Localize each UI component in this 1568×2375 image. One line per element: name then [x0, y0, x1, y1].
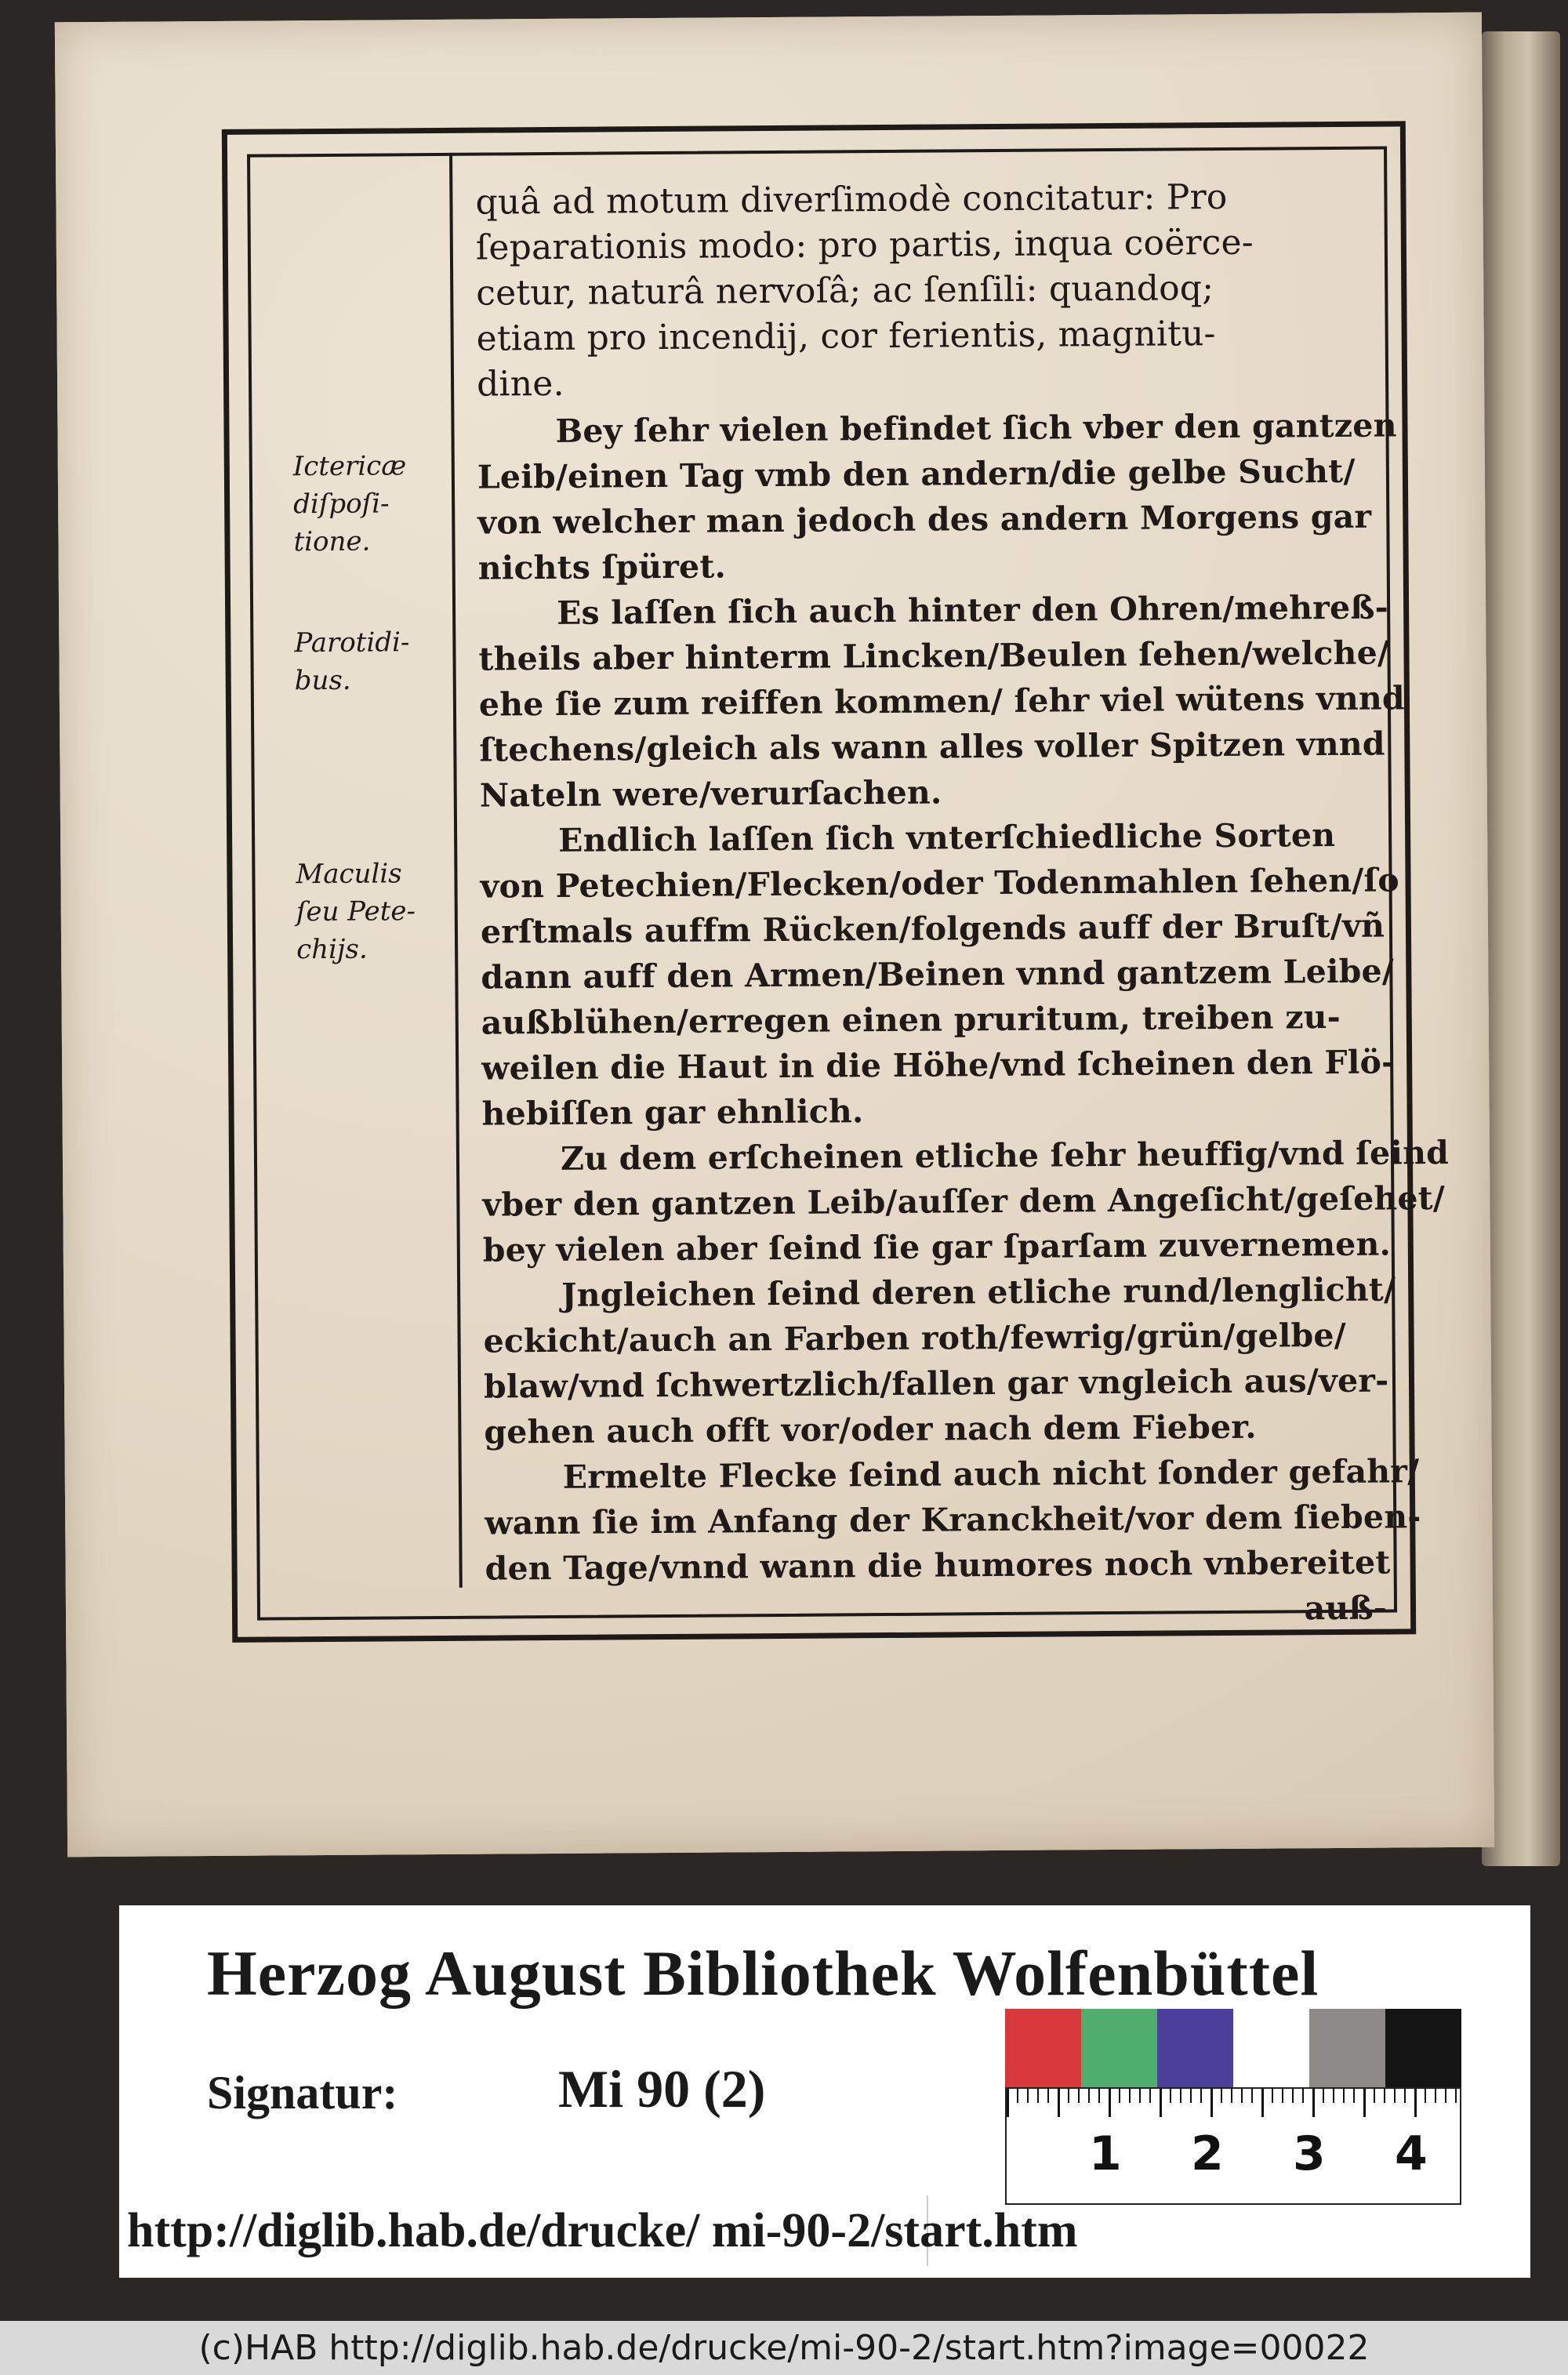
note-line: tione.	[293, 525, 371, 558]
ruler-tick	[1302, 2089, 1304, 2103]
text-line: eckicht/auch an Farben roth/fewrig/grün/gelbe/	[483, 1316, 1347, 1360]
text-line: hebiſſen gar ehnlich.	[481, 1092, 864, 1133]
ruler-tick	[1068, 2089, 1069, 2103]
text-line: gehen auch offt vor/oder nach dem Fieber.	[484, 1407, 1257, 1451]
ruler-tick	[1190, 2089, 1192, 2103]
ruler-tick	[1241, 2089, 1243, 2103]
library-label-card	[119, 1905, 1530, 2278]
text-line: theils aber hinterm Lincken/Beulen ſehen/welche/	[478, 634, 1390, 678]
note-line: Ictericæ	[292, 450, 407, 483]
text-line: Jngleichen ſeind deren etliche rund/lenglicht/	[561, 1270, 1396, 1314]
marginal-note-icterica	[293, 447, 451, 561]
text-line: Nateln were/verurſachen.	[479, 773, 942, 815]
ruler-tick	[1088, 2089, 1090, 2103]
ruler-tick	[1414, 2089, 1417, 2117]
signature-value: Mi 90 (2)	[558, 2059, 766, 2119]
ruler-tick	[1251, 2089, 1253, 2103]
ruler-tick	[1058, 2089, 1060, 2117]
library-name: Herzog August Bibliothek Wolfenbüttel	[207, 1937, 1319, 2009]
text-line: dann auff den Armen/Beinen vnnd gantzem Leibe/	[481, 952, 1395, 997]
ruler-tick	[1221, 2089, 1222, 2103]
ruler-tick	[1363, 2089, 1366, 2117]
text-line: nichts ſpüret.	[477, 547, 727, 587]
ruler-tick	[1445, 2089, 1446, 2103]
text-line: ſtechens/gleich als wann alles voller Spitzen vnnd	[479, 724, 1385, 769]
footer-text: (c)HAB http://diglib.hab.de/drucke/mi-90-2/start.htm?image=00022	[198, 2328, 1370, 2368]
color-swatch	[1385, 2009, 1461, 2087]
text-line: etiam pro incendij, cor ferientis, magnitu-	[476, 314, 1216, 359]
ruler-number: 4	[1395, 2126, 1428, 2181]
ruler-tick	[1109, 2089, 1111, 2117]
measurement-ruler	[1005, 2087, 1461, 2205]
ruler-tick	[1149, 2089, 1151, 2103]
ruler-tick	[1007, 2089, 1009, 2117]
ruler-tick	[1037, 2089, 1039, 2103]
note-line: diſpoſi-	[293, 488, 390, 521]
ruler-tick	[1129, 2089, 1131, 2103]
signature-label: Signatur:	[207, 2067, 398, 2119]
ruler-tick	[1160, 2089, 1162, 2117]
text-line: blaw/vnd ſchwertzlich/fallen gar vngleich aus/ver-	[483, 1361, 1389, 1406]
color-swatch	[1005, 2009, 1081, 2087]
ruler-tick	[1200, 2089, 1202, 2103]
ruler-tick	[1333, 2089, 1334, 2103]
ruler-tick	[1098, 2089, 1100, 2103]
ruler-tick	[1027, 2089, 1029, 2103]
text-line: von welcher man jedoch des andern Morgens gar	[477, 497, 1372, 542]
text-line: Ermelte Flecke ſeind auch nicht ſonder gefahr/	[562, 1452, 1420, 1496]
ruler-tick	[1292, 2089, 1294, 2103]
text-line: ſeparationis modo: pro partis, inqua coërce-	[475, 222, 1254, 268]
text-line: weilen die Haut in die Höhe/vnd ſcheinen den Flö-	[481, 1043, 1396, 1088]
note-line: Parotidi-	[294, 626, 410, 659]
ruler-tick	[1353, 2089, 1355, 2103]
ruler-tick	[1394, 2089, 1396, 2103]
ruler-number: 3	[1293, 2126, 1326, 2181]
ruler-tick	[1272, 2089, 1273, 2103]
ruler-tick	[1231, 2089, 1232, 2103]
text-line: quâ ad motum diverſimodè concitatur: Pro	[475, 176, 1228, 223]
marginal-note-parotidibus	[294, 623, 452, 699]
text-line: Bey ſehr vielen befindet ſich vber den gantzen	[555, 406, 1397, 450]
ruler-tick	[1180, 2089, 1181, 2103]
ruler-tick	[1017, 2089, 1018, 2103]
ruler-tick	[1455, 2089, 1457, 2103]
ruler-tick	[1343, 2089, 1345, 2103]
ruler-tick	[1261, 2089, 1264, 2117]
ruler-tick	[1435, 2089, 1436, 2103]
text-line: Leib/einen Tag vmb den andern/die gelbe Sucht/	[477, 452, 1356, 496]
ruler-tick	[1312, 2089, 1315, 2117]
text-line: von Petechien/Flecken/oder Todenmahlen ſehen/ſo	[480, 861, 1399, 906]
text-line: Es laſſen ſich auch hinter den Ohren/mehreß-	[556, 588, 1389, 632]
color-swatch	[1309, 2009, 1385, 2087]
ruler-tick	[1210, 2089, 1213, 2117]
marginal-note-maculis	[296, 855, 453, 968]
note-line: bus.	[294, 664, 351, 697]
text-line: dine.	[476, 363, 564, 405]
text-line: bey vielen aber ſeind ſie gar ſparſam zuvernemen.	[482, 1225, 1392, 1269]
book-edge	[1482, 31, 1560, 1866]
text-line: ehe ſie zum reiffen kommen/ ſehr viel wütens vnnd	[478, 679, 1405, 724]
text-line: den Tage/vnnd wann die humores noch vnbereitet	[485, 1543, 1391, 1588]
ruler-tick	[1119, 2089, 1120, 2103]
ruler-tick	[1078, 2089, 1080, 2103]
color-swatch	[1081, 2009, 1157, 2087]
ruler-tick	[1047, 2089, 1049, 2103]
note-line: Maculis	[296, 858, 402, 891]
ruler-number: 1	[1089, 2126, 1122, 2181]
ruler-tick	[1404, 2089, 1406, 2103]
ruler-tick	[1425, 2089, 1426, 2103]
ruler-tick	[1139, 2089, 1141, 2103]
ruler-tick	[1170, 2089, 1171, 2103]
catchword: auß-	[1304, 1589, 1388, 1628]
color-swatch	[1233, 2009, 1309, 2087]
ruler-tick	[1384, 2089, 1385, 2103]
text-line: erſtmals auffm Rücken/folgends auff der Bruſt/vñ	[480, 906, 1385, 951]
text-line: Endlich laſſen ſich vnterſchiedliche Sorten	[557, 816, 1336, 859]
text-line: vber den gantzen Leib/auſſer dem Angeſicht/geſehet/	[482, 1179, 1446, 1224]
text-line: cetur, naturâ nervoſâ; ac ſenſili: quandoq;	[476, 268, 1214, 314]
digital-library-url: http://diglib.hab.de/drucke/ mi-90-2/start.htm	[127, 2204, 1078, 2257]
book-page	[55, 13, 1494, 1858]
ruler-tick	[1282, 2089, 1283, 2103]
text-line: außblühen/erregen einen pruritum, treiben zu-	[481, 997, 1341, 1042]
note-line: chijs.	[296, 933, 368, 966]
ruler-tick	[1374, 2089, 1375, 2103]
note-line: ſeu Pete-	[296, 895, 416, 928]
copyright-footer	[0, 2321, 1568, 2375]
ruler-number: 2	[1191, 2126, 1224, 2181]
color-swatch	[1157, 2009, 1233, 2087]
text-line: Zu dem erſcheinen etliche ſehr heuffig/vnd ſeind	[560, 1134, 1450, 1178]
ruler-tick	[1323, 2089, 1324, 2103]
text-line: wann ſie im Anfang der Kranckheit/vor dem ſieben-	[485, 1498, 1421, 1542]
color-calibration-bar	[1005, 2009, 1461, 2087]
